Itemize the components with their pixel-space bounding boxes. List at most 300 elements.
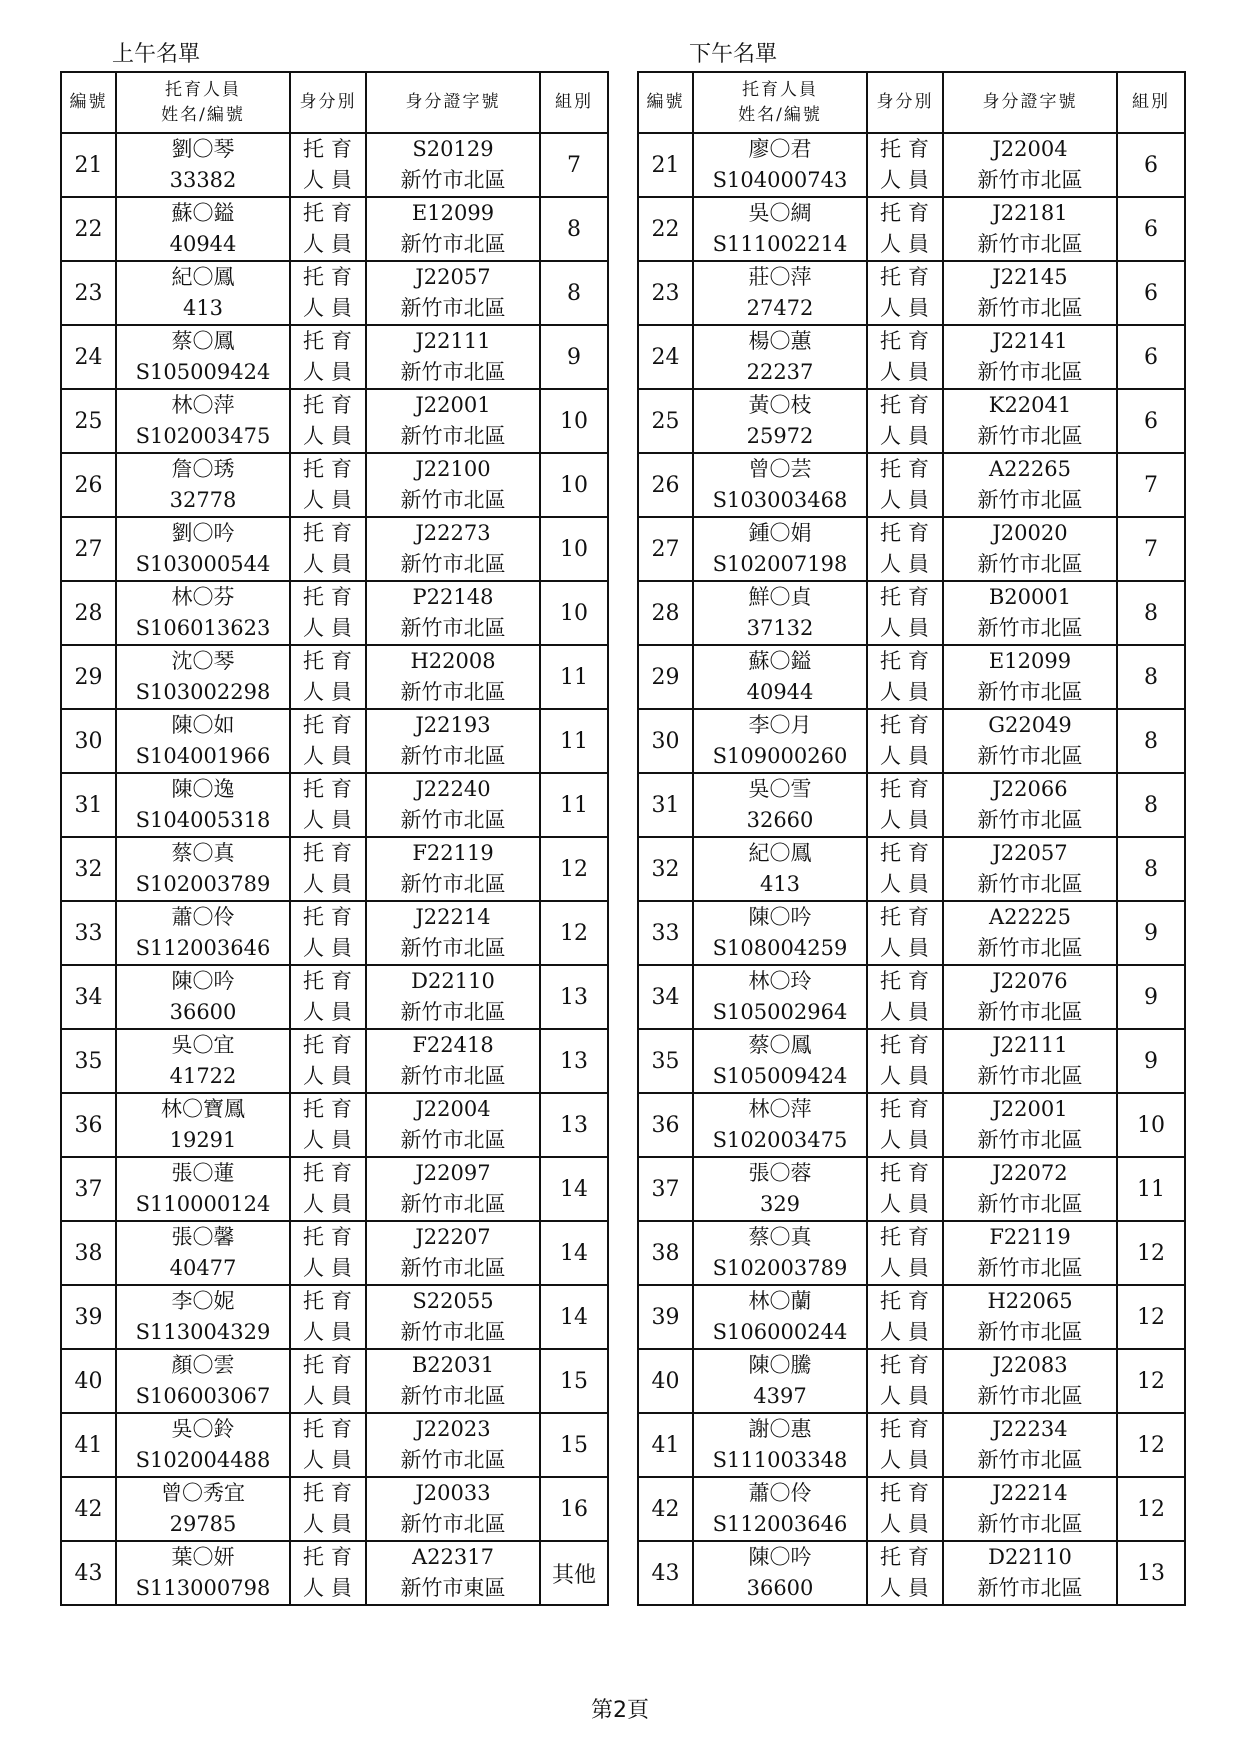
identity-type-line2: 人員 <box>303 744 359 768</box>
identity-type-line1: 托育 <box>880 393 936 417</box>
id-number-cell <box>366 1413 540 1477</box>
caregiver-cell <box>693 261 867 325</box>
group-number: 11 <box>1117 1157 1185 1221</box>
caregiver-code: 37132 <box>746 616 814 640</box>
identity-type-line1: 托育 <box>880 137 936 161</box>
caregiver-code: S109000260 <box>712 744 848 768</box>
header-id: 身分證字號 <box>943 72 1117 133</box>
district: 新竹市北區 <box>400 1128 506 1152</box>
id-number: J22100 <box>415 457 491 481</box>
identity-type-cell <box>867 645 943 709</box>
district: 新竹市北區 <box>977 936 1083 960</box>
identity-type-line1: 托育 <box>303 329 359 353</box>
id-number-cell <box>366 389 540 453</box>
caregiver-cell <box>693 517 867 581</box>
identity-type-cell <box>290 965 366 1029</box>
row-number: 40 <box>61 1349 116 1413</box>
header-name-line2: 姓名/編號 <box>738 104 822 125</box>
caregiver-code: 25972 <box>746 424 814 448</box>
identity-type-line1: 托育 <box>303 1161 359 1185</box>
caregiver-code: 413 <box>182 296 224 320</box>
caregiver-name: 陳〇吟 <box>748 905 812 929</box>
table-row <box>638 1541 1185 1605</box>
identity-type-cell <box>867 1221 943 1285</box>
table-row <box>61 1157 608 1221</box>
caregiver-name: 蔡〇鳳 <box>171 329 235 353</box>
id-number: J22145 <box>992 265 1068 289</box>
id-number: J22023 <box>415 1417 491 1441</box>
id-number: J22234 <box>992 1417 1068 1441</box>
id-number: J22057 <box>992 841 1068 865</box>
caregiver-name: 詹〇琇 <box>171 457 235 481</box>
table-row <box>61 197 608 261</box>
identity-type-line1: 托育 <box>880 1289 936 1313</box>
id-number-cell <box>943 1413 1117 1477</box>
caregiver-name: 曾〇芸 <box>748 457 812 481</box>
row-number: 21 <box>638 133 693 197</box>
identity-type-cell <box>867 581 943 645</box>
identity-type-line2: 人員 <box>303 1512 359 1536</box>
district: 新竹市北區 <box>977 1000 1083 1024</box>
header-name <box>693 72 867 133</box>
identity-type-line2: 人員 <box>880 168 936 192</box>
row-number: 34 <box>638 965 693 1029</box>
id-number: A22265 <box>989 457 1071 481</box>
caregiver-name: 林〇萍 <box>171 393 235 417</box>
id-number-cell <box>943 645 1117 709</box>
identity-type-cell <box>867 1093 943 1157</box>
caregiver-cell <box>116 773 290 837</box>
group-number: 10 <box>540 453 608 517</box>
group-number: 14 <box>540 1285 608 1349</box>
caregiver-code: 41722 <box>169 1064 237 1088</box>
caregiver-code: 40944 <box>169 232 237 256</box>
identity-type-cell <box>867 197 943 261</box>
caregiver-code: 4397 <box>753 1384 807 1408</box>
identity-type-cell <box>867 1285 943 1349</box>
id-number-cell <box>366 517 540 581</box>
identity-type-line2: 人員 <box>880 808 936 832</box>
caregiver-cell <box>116 965 290 1029</box>
row-number: 35 <box>61 1029 116 1093</box>
district: 新竹市北區 <box>977 232 1083 256</box>
caregiver-cell <box>693 709 867 773</box>
caregiver-name: 鍾〇娟 <box>748 521 812 545</box>
caregiver-code: 33382 <box>169 168 237 192</box>
identity-type-cell <box>867 133 943 197</box>
identity-type-line2: 人員 <box>303 232 359 256</box>
identity-type-line2: 人員 <box>303 808 359 832</box>
district: 新竹市北區 <box>400 1256 506 1280</box>
caregiver-code: S105009424 <box>712 1064 848 1088</box>
caregiver-code: 29785 <box>169 1512 237 1536</box>
identity-type-line1: 托育 <box>880 713 936 737</box>
district: 新竹市北區 <box>977 808 1083 832</box>
district: 新竹市北區 <box>977 1576 1083 1600</box>
table-row <box>638 325 1185 389</box>
page-number: 第2頁 <box>591 1698 649 1723</box>
id-number: F22119 <box>989 1225 1071 1249</box>
district: 新竹市北區 <box>400 680 506 704</box>
identity-type-line1: 托育 <box>880 649 936 673</box>
identity-type-line1: 托育 <box>880 969 936 993</box>
row-number: 32 <box>638 837 693 901</box>
row-number: 36 <box>638 1093 693 1157</box>
identity-type-cell <box>290 1221 366 1285</box>
identity-type-line2: 人員 <box>880 488 936 512</box>
identity-type-cell <box>290 389 366 453</box>
identity-type-line2: 人員 <box>303 168 359 192</box>
caregiver-name: 莊〇萍 <box>748 265 812 289</box>
caregiver-cell <box>693 581 867 645</box>
caregiver-cell <box>693 1093 867 1157</box>
id-number-cell <box>366 581 540 645</box>
id-number-cell <box>943 773 1117 837</box>
id-number: J20020 <box>992 521 1068 545</box>
id-number: J22181 <box>992 201 1068 225</box>
caregiver-name: 林〇寶鳳 <box>161 1097 245 1121</box>
id-number: J20033 <box>415 1481 491 1505</box>
caregiver-cell <box>693 133 867 197</box>
identity-type-cell <box>867 389 943 453</box>
table-row <box>61 645 608 709</box>
table-row <box>61 1413 608 1477</box>
id-number: J22072 <box>992 1161 1068 1185</box>
identity-type-line2: 人員 <box>880 1192 936 1216</box>
id-number-cell <box>943 389 1117 453</box>
id-number-cell <box>943 1221 1117 1285</box>
table-row <box>61 1477 608 1541</box>
group-number: 10 <box>1117 1093 1185 1157</box>
caregiver-name: 林〇芬 <box>171 585 235 609</box>
id-number-cell <box>943 965 1117 1029</box>
identity-type-cell <box>290 453 366 517</box>
table-row <box>61 965 608 1029</box>
identity-type-cell <box>290 261 366 325</box>
row-number: 32 <box>61 837 116 901</box>
identity-type-line1: 托育 <box>880 1417 936 1441</box>
table-header-row <box>61 72 608 133</box>
caregiver-cell <box>116 1349 290 1413</box>
caregiver-name: 林〇玲 <box>748 969 812 993</box>
caregiver-code: S102003789 <box>712 1256 848 1280</box>
caregiver-code: 413 <box>759 872 801 896</box>
morning-list-panel <box>60 38 607 1606</box>
group-number: 8 <box>1117 709 1185 773</box>
table-row <box>638 197 1185 261</box>
table-row <box>61 581 608 645</box>
identity-type-cell <box>290 1413 366 1477</box>
group-number: 6 <box>1117 389 1185 453</box>
id-number-cell <box>366 261 540 325</box>
caregiver-code: S106000244 <box>712 1320 848 1344</box>
district: 新竹市北區 <box>977 360 1083 384</box>
id-number-cell <box>366 453 540 517</box>
group-number: 13 <box>540 965 608 1029</box>
table-row <box>61 837 608 901</box>
caregiver-name: 陳〇如 <box>171 713 235 737</box>
id-number: B20001 <box>988 585 1072 609</box>
group-number: 其他 <box>540 1541 608 1605</box>
row-number: 35 <box>638 1029 693 1093</box>
group-number: 7 <box>1117 517 1185 581</box>
id-number: J22214 <box>415 905 491 929</box>
group-number: 6 <box>1117 197 1185 261</box>
identity-type-line2: 人員 <box>303 1448 359 1472</box>
identity-type-cell <box>290 1029 366 1093</box>
id-number: J22001 <box>415 393 491 417</box>
district: 新竹市北區 <box>977 1128 1083 1152</box>
caregiver-code: S102003475 <box>712 1128 848 1152</box>
row-number: 33 <box>638 901 693 965</box>
identity-type-line2: 人員 <box>880 1000 936 1024</box>
identity-type-line1: 托育 <box>880 201 936 225</box>
row-number: 24 <box>638 325 693 389</box>
caregiver-cell <box>116 325 290 389</box>
afternoon-list-panel <box>637 38 1184 1606</box>
row-number: 30 <box>638 709 693 773</box>
row-number: 38 <box>61 1221 116 1285</box>
caregiver-cell <box>693 389 867 453</box>
header-name-line2: 姓名/編號 <box>161 104 245 125</box>
caregiver-cell <box>693 837 867 901</box>
district: 新竹市北區 <box>977 1512 1083 1536</box>
group-number: 10 <box>540 389 608 453</box>
identity-type-line2: 人員 <box>303 1576 359 1600</box>
group-number: 11 <box>540 709 608 773</box>
identity-type-line2: 人員 <box>880 680 936 704</box>
id-number: F22119 <box>412 841 494 865</box>
row-number: 24 <box>61 325 116 389</box>
caregiver-name: 黃〇枝 <box>748 393 812 417</box>
caregiver-cell <box>116 1285 290 1349</box>
id-number: J22004 <box>992 137 1068 161</box>
identity-type-line1: 托育 <box>303 393 359 417</box>
group-number: 8 <box>540 261 608 325</box>
id-number-cell <box>943 1541 1117 1605</box>
caregiver-cell <box>116 709 290 773</box>
row-number: 42 <box>638 1477 693 1541</box>
id-number-cell <box>366 1285 540 1349</box>
group-number: 15 <box>540 1349 608 1413</box>
caregiver-code: S104000743 <box>712 168 848 192</box>
table-row <box>638 581 1185 645</box>
table-row <box>638 517 1185 581</box>
id-number-cell <box>943 133 1117 197</box>
caregiver-code: S108004259 <box>712 936 848 960</box>
id-number: J22076 <box>992 969 1068 993</box>
row-number: 31 <box>61 773 116 837</box>
id-number-cell <box>943 1349 1117 1413</box>
identity-type-line1: 托育 <box>880 1033 936 1057</box>
caregiver-cell <box>116 901 290 965</box>
table-row <box>61 453 608 517</box>
row-number: 41 <box>61 1413 116 1477</box>
identity-type-cell <box>290 325 366 389</box>
caregiver-code: S106013623 <box>135 616 271 640</box>
id-number-cell <box>943 581 1117 645</box>
identity-type-line1: 托育 <box>303 841 359 865</box>
identity-type-line1: 托育 <box>303 1097 359 1121</box>
caregiver-code: S111003348 <box>712 1448 848 1472</box>
identity-type-line2: 人員 <box>880 424 936 448</box>
table-row <box>638 1157 1185 1221</box>
id-number: F22418 <box>412 1033 494 1057</box>
caregiver-cell <box>116 1029 290 1093</box>
district: 新竹市北區 <box>977 296 1083 320</box>
caregiver-cell <box>116 1413 290 1477</box>
identity-type-line1: 托育 <box>303 905 359 929</box>
morning-list-table <box>60 71 609 1606</box>
identity-type-line1: 托育 <box>880 1481 936 1505</box>
identity-type-line1: 托育 <box>303 1417 359 1441</box>
identity-type-line1: 托育 <box>880 329 936 353</box>
identity-type-line1: 托育 <box>303 1289 359 1313</box>
district: 新竹市東區 <box>400 1576 506 1600</box>
row-number: 37 <box>61 1157 116 1221</box>
group-number: 14 <box>540 1221 608 1285</box>
caregiver-name: 顏〇雲 <box>171 1353 235 1377</box>
id-number-cell <box>943 453 1117 517</box>
caregiver-cell <box>116 517 290 581</box>
group-number: 8 <box>1117 773 1185 837</box>
district: 新竹市北區 <box>977 1320 1083 1344</box>
caregiver-cell <box>693 453 867 517</box>
caregiver-name: 紀〇鳳 <box>748 841 812 865</box>
caregiver-cell <box>693 197 867 261</box>
identity-type-line2: 人員 <box>880 1256 936 1280</box>
district: 新竹市北區 <box>400 1192 506 1216</box>
identity-type-cell <box>867 1029 943 1093</box>
group-number: 10 <box>540 581 608 645</box>
caregiver-code: S105002964 <box>712 1000 848 1024</box>
table-row <box>61 773 608 837</box>
caregiver-code: S105009424 <box>135 360 271 384</box>
group-number: 16 <box>540 1477 608 1541</box>
caregiver-cell <box>693 1541 867 1605</box>
id-number-cell <box>366 1221 540 1285</box>
caregiver-name: 張〇蓉 <box>748 1161 812 1185</box>
caregiver-cell <box>693 1413 867 1477</box>
row-number: 27 <box>61 517 116 581</box>
identity-type-cell <box>867 517 943 581</box>
caregiver-cell <box>693 1285 867 1349</box>
row-number: 40 <box>638 1349 693 1413</box>
caregiver-code: S102003475 <box>135 424 271 448</box>
table-row <box>638 709 1185 773</box>
district: 新竹市北區 <box>977 552 1083 576</box>
identity-type-cell <box>290 709 366 773</box>
afternoon-list-title: 下午名單 <box>689 42 778 67</box>
caregiver-cell <box>693 901 867 965</box>
identity-type-line2: 人員 <box>880 1512 936 1536</box>
table-row <box>638 965 1185 1029</box>
row-number: 26 <box>61 453 116 517</box>
row-number: 43 <box>61 1541 116 1605</box>
identity-type-cell <box>290 197 366 261</box>
district: 新竹市北區 <box>977 1192 1083 1216</box>
caregiver-name: 蔡〇真 <box>171 841 235 865</box>
id-number: A22317 <box>412 1545 494 1569</box>
identity-type-line1: 托育 <box>880 1097 936 1121</box>
caregiver-name: 蔡〇鳳 <box>748 1033 812 1057</box>
caregiver-code: S111002214 <box>712 232 848 256</box>
identity-type-line2: 人員 <box>880 936 936 960</box>
caregiver-code: 32778 <box>169 488 237 512</box>
identity-type-line1: 托育 <box>303 969 359 993</box>
identity-type-line2: 人員 <box>880 744 936 768</box>
caregiver-code: S102007198 <box>712 552 848 576</box>
identity-type-line1: 托育 <box>880 905 936 929</box>
caregiver-code: 27472 <box>746 296 814 320</box>
id-number: J22001 <box>992 1097 1068 1121</box>
group-number: 8 <box>1117 645 1185 709</box>
identity-type-line2: 人員 <box>303 424 359 448</box>
id-number: J22193 <box>415 713 491 737</box>
table-row <box>638 1349 1185 1413</box>
caregiver-name: 沈〇琴 <box>171 649 235 673</box>
district: 新竹市北區 <box>400 1064 506 1088</box>
identity-type-line1: 托育 <box>303 137 359 161</box>
identity-type-line2: 人員 <box>303 360 359 384</box>
identity-type-line1: 托育 <box>880 1353 936 1377</box>
district: 新竹市北區 <box>400 1000 506 1024</box>
table-row <box>61 1093 608 1157</box>
identity-type-line1: 托育 <box>303 1545 359 1569</box>
row-number: 23 <box>61 261 116 325</box>
header-name-line1: 托育人員 <box>742 79 818 100</box>
header-name <box>116 72 290 133</box>
identity-type-line1: 托育 <box>880 457 936 481</box>
identity-type-line2: 人員 <box>303 1000 359 1024</box>
id-number-cell <box>943 197 1117 261</box>
caregiver-code: S104001966 <box>135 744 271 768</box>
row-number: 25 <box>638 389 693 453</box>
id-number: A22225 <box>989 905 1071 929</box>
identity-type-line2: 人員 <box>303 1384 359 1408</box>
caregiver-cell <box>693 1157 867 1221</box>
table-row <box>638 645 1185 709</box>
district: 新竹市北區 <box>400 808 506 832</box>
district: 新竹市北區 <box>400 424 506 448</box>
header-no: 編號 <box>638 72 693 133</box>
caregiver-name: 謝〇惠 <box>748 1417 812 1441</box>
identity-type-line2: 人員 <box>303 616 359 640</box>
caregiver-code: 40477 <box>169 1256 237 1280</box>
row-number: 25 <box>61 389 116 453</box>
identity-type-line2: 人員 <box>880 1128 936 1152</box>
group-number: 14 <box>540 1157 608 1221</box>
id-number: J22240 <box>415 777 491 801</box>
identity-type-line2: 人員 <box>880 1064 936 1088</box>
id-number-cell <box>943 901 1117 965</box>
id-number: P22148 <box>412 585 494 609</box>
identity-type-cell <box>867 325 943 389</box>
district: 新竹市北區 <box>400 1384 506 1408</box>
identity-type-line1: 托育 <box>303 1481 359 1505</box>
identity-type-line2: 人員 <box>880 616 936 640</box>
caregiver-name: 蔡〇真 <box>748 1225 812 1249</box>
identity-type-cell <box>290 133 366 197</box>
identity-type-cell <box>290 1093 366 1157</box>
caregiver-name: 林〇萍 <box>748 1097 812 1121</box>
identity-type-line1: 托育 <box>880 585 936 609</box>
identity-type-line1: 托育 <box>303 265 359 289</box>
caregiver-cell <box>116 1221 290 1285</box>
caregiver-code: S106003067 <box>135 1384 271 1408</box>
row-number: 23 <box>638 261 693 325</box>
identity-type-line2: 人員 <box>303 552 359 576</box>
